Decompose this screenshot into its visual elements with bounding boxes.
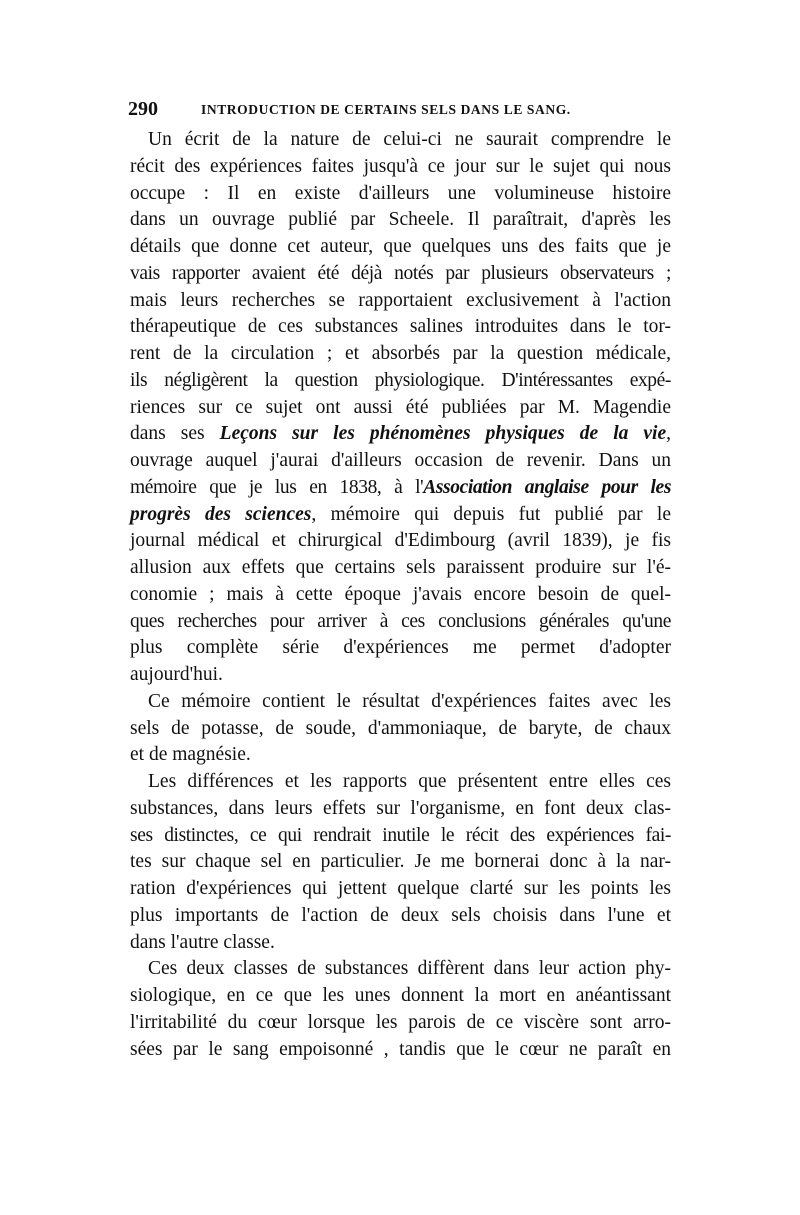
text-line: dans un ouvrage publié par Scheele. Il paraîtrait, d'après les <box>130 209 671 231</box>
text-line: journal médical et chirurgical d'Edimbourg (avril 1839), je fis <box>130 530 671 552</box>
text-line: thérapeutique de ces substances salines introduites dans le tor- <box>130 316 671 338</box>
italic-title: Leçons sur les phénomènes physiques de la vie <box>219 423 667 445</box>
running-title: INTRODUCTION DE CERTAINS SELS DANS LE SANG. <box>201 102 571 117</box>
text-line <box>130 502 671 529</box>
page-number: 290 <box>128 98 158 120</box>
text-line: Un écrit de la nature de celui-ci ne saurait comprendre le <box>148 129 671 150</box>
text-line: riences sur ce sujet ont aussi été publiées par M. Magendie <box>130 396 671 418</box>
text-line: récit des expériences faites jusqu'à ce jour sur le sujet qui nous <box>130 155 671 177</box>
text-line: Les différences et les rapports que présentent entre elles ces <box>148 771 671 792</box>
text-line: tes sur chaque sel en particulier. Je me bornerai donc à la nar- <box>130 851 671 873</box>
text-line: siologique, en ce que les unes donnent la mort en anéantissant <box>130 985 671 1006</box>
text-line: Ces deux classes de substances diffèrent dans leur action phy- <box>148 958 671 980</box>
text-line: aujourd'hui. <box>130 664 223 685</box>
text-line: ques recherches pour arriver à ces conclusions générales qu'une <box>130 610 671 632</box>
text-line: vais rapporter avaient été déjà notés par plusieurs observateurs ; <box>130 262 671 284</box>
text-line-post: , mémoire qui depuis fut publié par le <box>311 503 671 525</box>
text-line: substances, dans leurs effets sur l'organisme, en font deux clas- <box>130 797 671 819</box>
text-line: ses distinctes, ce qui rendrait inutile le récit des expériences fai- <box>130 824 671 846</box>
text-line: conomie ; mais à cette époque j'avais encore besoin de quel- <box>130 583 671 605</box>
text-line-pre: mémoire que je lus en 1838, à l' <box>130 476 424 498</box>
text-line <box>130 421 671 448</box>
text-line: rent de la circulation ; et absorbés par la question médicale, <box>130 343 671 364</box>
body-text <box>130 127 671 1063</box>
italic-title: Association anglaise pour les <box>423 476 672 498</box>
text-line: sées par le sang empoisonné , tandis que le cœur ne paraît en <box>130 1038 671 1060</box>
text-line: ils négligèrent la question physiologique. D'intéressantes expé- <box>130 369 671 391</box>
text-line: occupe : Il en existe d'ailleurs une volumineuse histoire <box>130 182 671 204</box>
text-line: sels de potasse, de soude, d'ammoniaque, de baryte, de chaux <box>130 717 671 739</box>
text-line: ouvrage auquel j'aurai d'ailleurs occasion de revenir. Dans un <box>130 450 671 471</box>
page-header <box>128 96 673 122</box>
text-line <box>130 475 671 502</box>
text-line-pre: dans ses <box>130 423 220 445</box>
text-line: ration d'expériences qui jettent quelque clarté sur les points les <box>130 878 671 899</box>
text-line-post: , <box>666 423 672 445</box>
text-line: et de magnésie. <box>130 744 251 766</box>
text-line: mais leurs recherches se rapportaient exclusivement à l'action <box>130 289 671 311</box>
text-line: allusion aux effets que certains sels paraissent produire sur l'é- <box>130 557 671 578</box>
text-line: Ce mémoire contient le résultat d'expériences faites avec les <box>148 690 671 712</box>
text-line: détails que donne cet auteur, que quelques uns des faits que je <box>130 236 671 257</box>
text-line: plus importants de l'action de deux sels choisis dans l'une et <box>130 904 671 926</box>
text-line: plus complète série d'expériences me permet d'adopter <box>130 637 671 659</box>
text-line: dans l'autre classe. <box>130 931 275 953</box>
italic-title: progrès des sciences <box>130 503 312 525</box>
text-line: l'irritabilité du cœur lorsque les parois de ce viscère sont arro- <box>130 1011 671 1033</box>
